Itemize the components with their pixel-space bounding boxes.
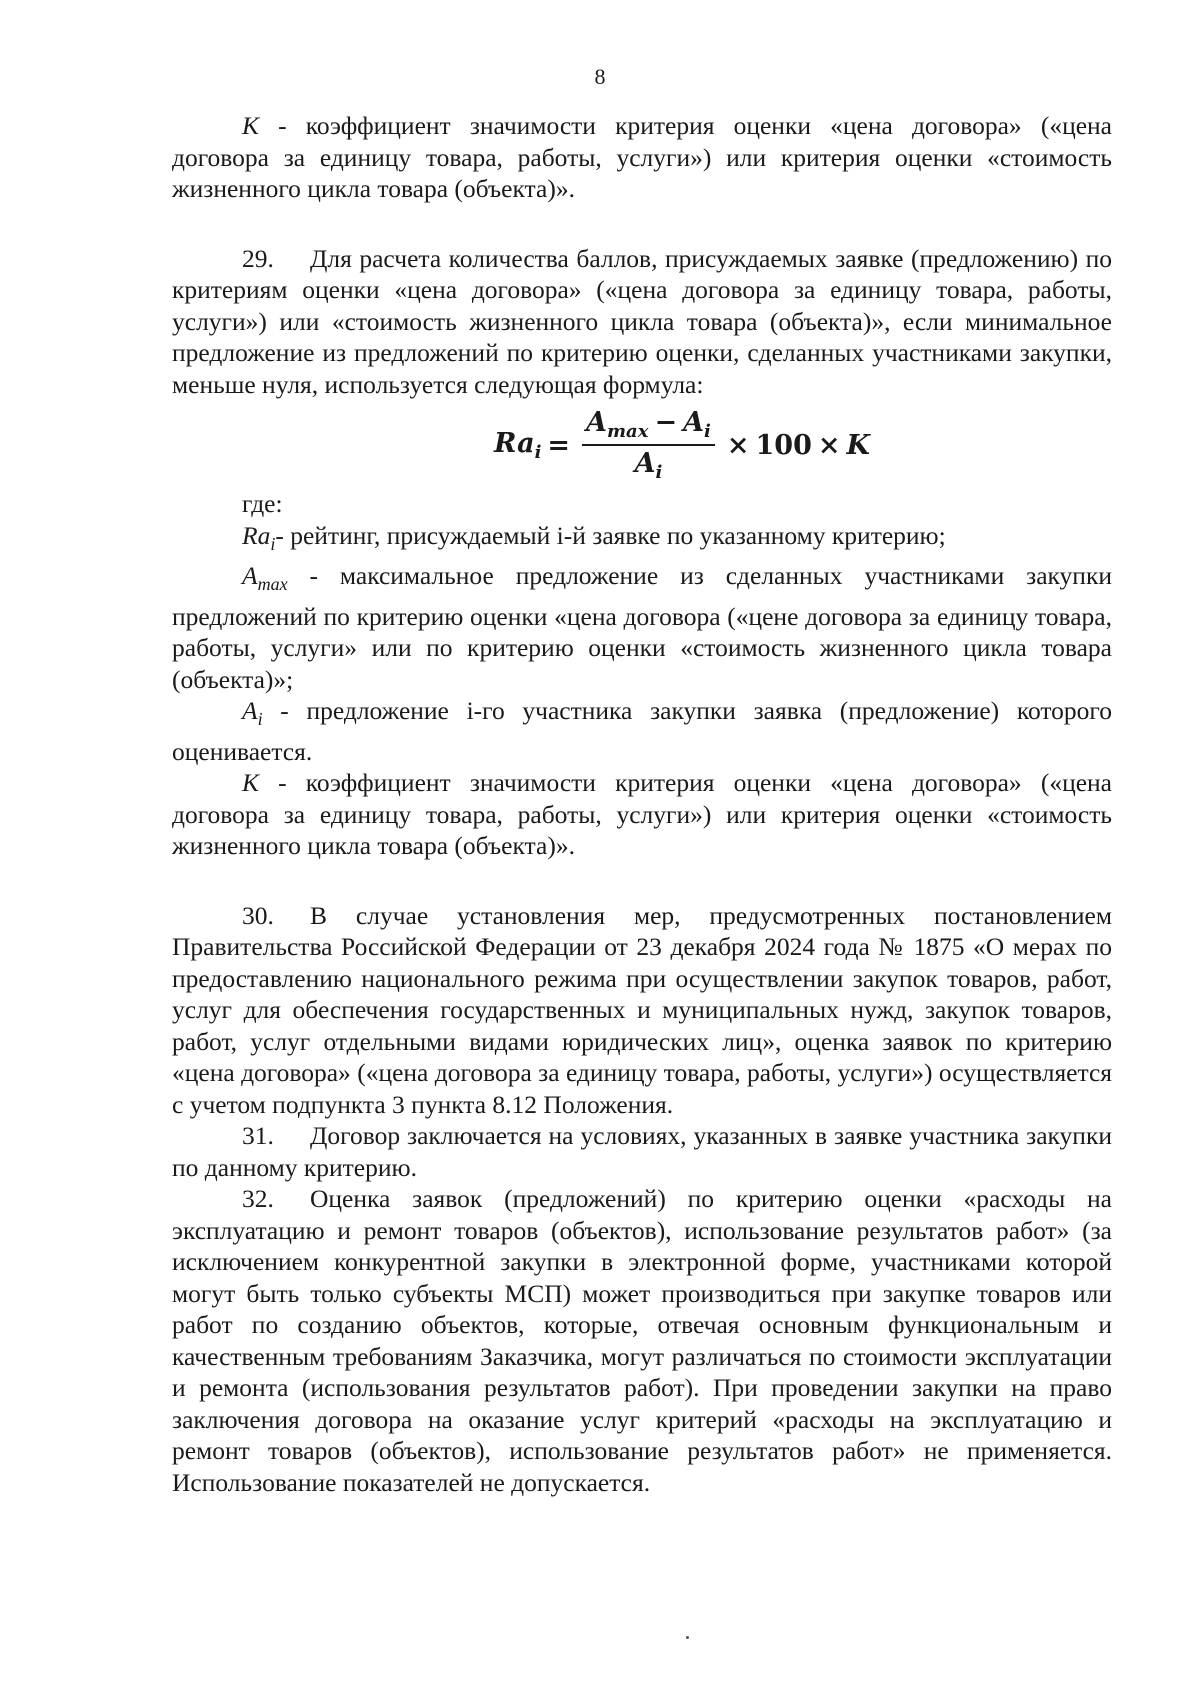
paragraph-number: 29. xyxy=(242,243,274,273)
rating-formula xyxy=(172,408,1112,482)
paragraph-text: Для расчета количества баллов, присуждаемых заявке (предложению) по критериям оценки «цена договора» («цена договора за единицу товара, работы, услуги») или «стоимость жизненного цикла товара (объекта)», если минимальное предложение из предложений по критерию оценки, сделанных участниками закупки, меньше нуля, используется следующая формула: xyxy=(172,243,1112,399)
formula-times: × xyxy=(817,429,841,461)
formula-denominator: $A_i$ xyxy=(634,448,663,483)
paragraph-number: 32. xyxy=(242,1184,274,1213)
document-body xyxy=(172,110,1112,1498)
scan-speck xyxy=(686,1636,689,1639)
paragraph-31 xyxy=(172,1120,1112,1183)
where-label: где: xyxy=(242,489,283,518)
definition-k: K - коэффициент значимости критерия оценки «цена договора» («цена договора за единицу товара, работы, услуги») или критерия оценки «стоимость жизненного цикла товара (объекта)». xyxy=(172,768,1112,860)
formula-k: K xyxy=(846,429,870,461)
k-symbol: K xyxy=(242,111,260,140)
formula-fraction xyxy=(582,407,715,483)
paragraph-number: 30. xyxy=(242,900,274,930)
paragraph-32 xyxy=(172,1183,1112,1498)
paragraph-text: Оценка заявок (предложений) по критерию оценки «расходы на эксплуатацию и ремонт товаров (объектов), использование результатов работ» (за исключением конкурентной закупки в электронной форме, участниками которой могут быть только субъекты МСП) может производиться при закупке товаров или работ по созданию объектов, которые, отвечая основным функциональным и качественным требованиям Заказчика, могут различаться по стоимости эксплуатации и ремонта (использования результатов работ). При проведении закупки на право заключения договора на оказание услуг критерий «расходы на эксплуатацию и ремонт товаров (объектов), использование результатов работ» не применяется. Использование показателей не допускается. xyxy=(172,1184,1112,1497)
formula-numerator: $A_{max} - A_i$ xyxy=(582,407,715,446)
paragraph-text: Договор заключается на условиях, указанных в заявке участника закупки по данному критерию. xyxy=(172,1121,1112,1182)
definition-ra: $Ra_i-$ рейтинг, присуждаемый i-й заявке по указанному критерию; xyxy=(242,520,946,554)
k-definition-text: - коэффициент значимости критерия оценки «цена договора» («цена договора за единицу товара, работы, услуги») или критерия оценки «стоимость жизненного цикла товара (объекта)». xyxy=(172,111,1112,203)
formula-times: × xyxy=(726,429,750,461)
formula-lhs: $Ra_i$ xyxy=(494,427,542,463)
k-definition-paragraph xyxy=(172,110,1112,205)
definition-amax: $A_{max}$ - максимальное предложение из сделанных участниками закупки предложений по критерию оценки «цена договора («цене договора за единицу товара, работы, услуги» или по критерию оценки «стоимость жизненного цикла товара (объекта)»; xyxy=(172,561,1112,694)
paragraph-number: 31. xyxy=(242,1121,274,1150)
formula-equals: = xyxy=(547,429,571,461)
paragraph-29 xyxy=(172,243,1112,401)
paragraph-text: В случае установления мер, предусмотренных постановлением Правительства Российской Федерации от 23 декабря 2024 года № 1875 «О мерах по предоставлению национального режима при осуществлении закупок товаров, работ, услуг для обеспечения государственных и муниципальных нужд, закупок товаров, работ, услуг отдельными видами юридических лиц», оценка заявок по критерию «цена договора» («цена договора за единицу товара, работы, услуги») осуществляется с учетом подпункта 3 пункта 8.12 Положения. xyxy=(172,900,1112,1119)
page-number: 8 xyxy=(594,64,606,89)
formula-hundred: 100 xyxy=(755,429,812,461)
paragraph-30 xyxy=(172,900,1112,1121)
definition-ai: $A_i$ - предложение i-го участника закупки заявка (предложение) которого оценивается. xyxy=(172,696,1112,766)
